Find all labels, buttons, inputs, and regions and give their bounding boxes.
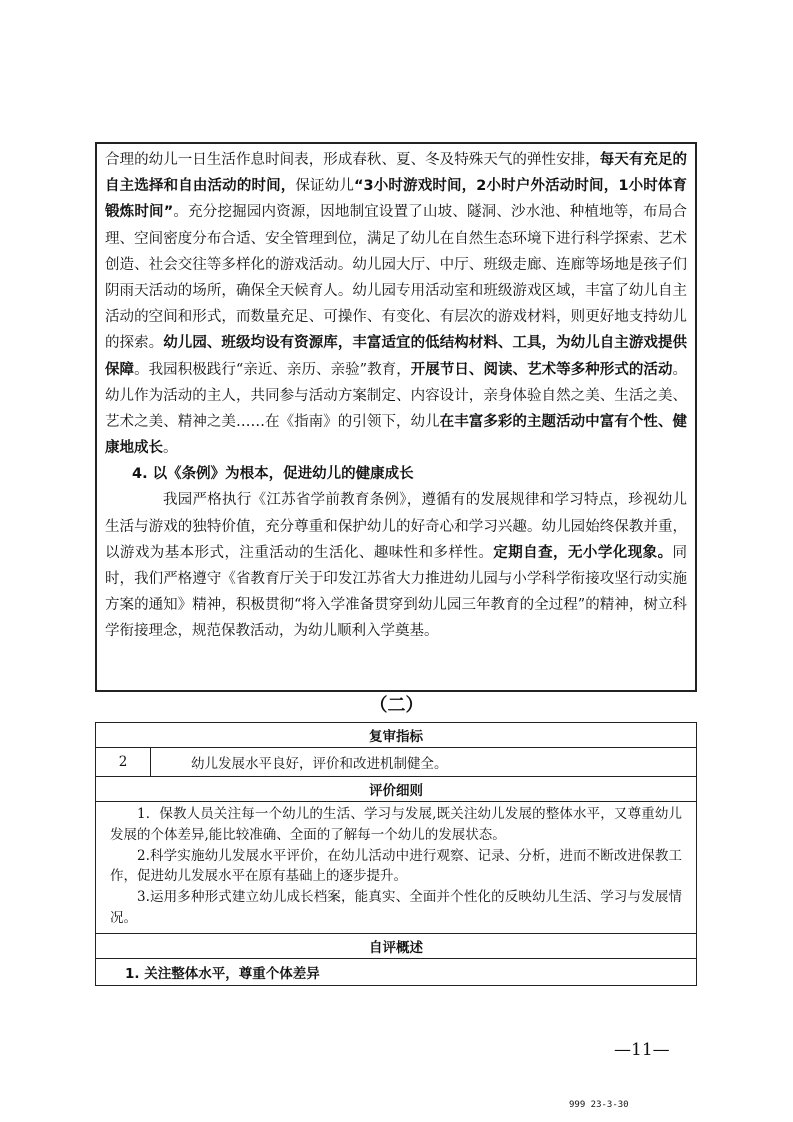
bold-run: “3小时游戏时间，2小时户外活动时间，1小时体育锻炼时间” <box>105 178 688 221</box>
subheading-4: 4. 以《条例》为根本，促进幼儿的健康成长 <box>132 466 414 483</box>
bold-run: 幼儿园、班级均设有资源库，丰富适宜的低结构材料、工具，为幼儿自主游戏提供保障 <box>105 335 688 378</box>
bold-run: 开展节日、阅读、艺术等多种形式的活动 <box>410 361 673 378</box>
evaluation-criteria <box>96 802 697 934</box>
self-eval-subheading: 1. 关注整体水平，尊重个体差异 <box>96 958 697 985</box>
text-run: 。我园积极践行“亲近、亲历、亲验”教育， <box>134 361 411 378</box>
text-run: 。充分挖掘园内资源，因地制宜设置了山坡、隧洞、沙水池、种植地等，布局合理、空间密度分布合适、安全管理到位，满足了幼儿在自然生态环境下进行科学探索、艺术创造、社会交往等多样化的游戏活动。幼儿园大厅、中厅、班级走廊、连廊等场地是孩子们阴雨天活动的场所，确保全天候育人。幼儿园专用活动室和班级游戏区域，丰富了幼儿自主活动的空间和形式，而数量充足、可操作、有变化、有层次的游戏材料，则更好地支持幼儿的探索。 <box>105 204 688 352</box>
content-box <box>95 142 697 692</box>
header-evaluation-details: 评价细则 <box>96 777 697 802</box>
text-run: 保证幼儿 <box>295 178 354 195</box>
print-code: 999 23-3-30 <box>569 1100 629 1110</box>
header-review-indicator: 复审指标 <box>96 723 697 748</box>
criterion-2: 2.科学实施幼儿发展水平评价，在幼儿活动中进行观察、记录、分析，进而不断改进保教工作，促进幼儿发展水平在原有基础上的逐步提升。 <box>110 847 682 885</box>
paragraph-activities <box>105 147 687 461</box>
section-title: （二） <box>369 695 424 716</box>
review-table <box>95 722 697 986</box>
criterion-3: 3.运用多种形式建立幼儿成长档案，能真实、全面并个性化的反映幼儿生活、学习与发展情况。 <box>110 889 682 926</box>
bold-run: 在丰富多彩的主题活动中富有个性、健康地成长 <box>105 414 687 457</box>
header-self-evaluation: 自评概述 <box>96 933 697 958</box>
paragraph-regulation <box>105 487 687 644</box>
criterion-1: 1．保教人员关注每一个幼儿的生活、学习与发展,既关注幼儿发展的整体水平，又尊重幼儿发展的个体差异,能比较准确、全面的了解每一个幼儿的发展状态。 <box>110 806 682 843</box>
bold-run: 每天有充足的自主选择和自由活动的时间， <box>105 152 688 195</box>
indicator-number: 2 <box>96 748 151 777</box>
bold-run: 定期自查，无小学化现象。 <box>493 544 673 561</box>
text-run: 。 <box>163 440 178 457</box>
text-run: 我园严格执行《江苏省学前教育条例》，遵循有的发展规律和学习特点，珍视幼儿生活与游戏的独特价值，充分尊重和保护幼儿的好奇心和学习兴趣。幼儿园始终保教并重，以游戏为基本形式，注重活动的生活化、趣味性和多样性。 <box>105 492 687 561</box>
indicator-text: 幼儿发展水平良好，评价和改进机制健全。 <box>151 748 697 777</box>
page-number: —11— <box>614 1040 670 1060</box>
text-run: 。幼儿作为活动的主人，共同参与活动方案制定、内容设计，亲身体验自然之美、生活之美、艺术之美、精神之美……在《指南》的引领下，幼儿 <box>105 361 688 431</box>
text-run: 合理的幼儿一日生活作息时间表，形成春秋、夏、冬及特殊天气的弹性安排， <box>105 152 600 168</box>
text-run: 同时，我们严格遵守《省教育厅关于印发江苏省大力推进幼儿园与小学科学衔接攻坚行动实施方案的通知》精神，积极贯彻“将入学准备贯穿到幼儿园三年教育的全过程”的精神，树立科学衔接理念，规范保教活动，为幼儿顺利入学奠基。 <box>105 544 688 640</box>
